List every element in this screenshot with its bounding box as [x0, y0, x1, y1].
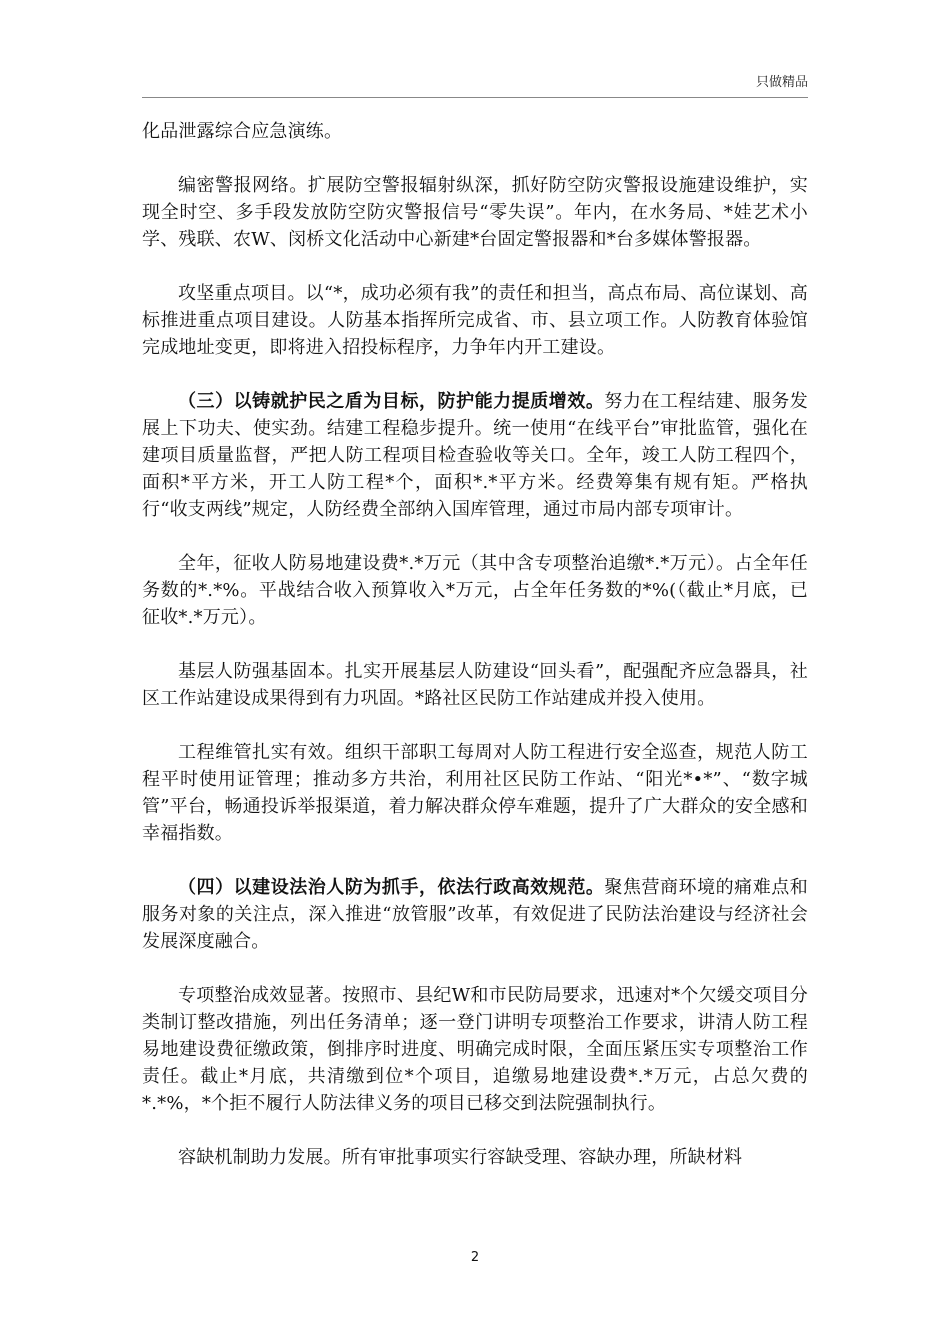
paragraph-text: 努力在工程结建、服务发展上下功夫、使实劲。结建工程稳步提升。统一使用“在线平台”审批监管，强化在建项目质量监督，严把人防工程项目检查验收等关口。全年，竣工人防工程四个，面积*平方米，开工人防工程*个，面积*.*平方米。经费筹集有规有矩。严格执行“收支两线”规定，人防经费全部纳入国库管理，通过市局内部专项审计。	[142, 391, 808, 520]
paragraph	[142, 172, 808, 253]
paragraph	[142, 118, 808, 145]
paragraph	[142, 658, 808, 712]
page-number: 2	[470, 1250, 480, 1265]
paragraph-text: 聚焦营商环境的痛难点和服务对象的关注点，深入推进“放管服”改革，有效促进了民防法治建设与经济社会发展深度融合。	[142, 877, 808, 952]
paragraph	[142, 550, 808, 631]
paragraph-text: 专项整治成效显著。按照市、县纪W和市民防局要求，迅速对*个欠缓交项目分类制订整改措施，列出任务清单；逐一登门讲明专项整治工作要求，讲清人防工程易地建设费征缴政策，倒排序时进度、明确完成时限，全面压紧压实专项整治工作责任。截止*月底，共清缴到位*个项目，追缴易地建设费*.*万元，占总欠费的*.*%，*个拒不履行人防法律义务的项目已移交到法院强制执行。	[142, 985, 808, 1114]
paragraph	[142, 982, 808, 1117]
paragraph	[142, 388, 808, 523]
header-rule	[142, 97, 808, 98]
paragraph	[142, 280, 808, 361]
section-heading: （四）以建设法治人防为抓手，依法行政高效规范。	[178, 877, 605, 898]
section-heading: （三）以铸就护民之盾为目标，防护能力提质增效。	[178, 391, 605, 412]
paragraph-text: 化品泄露综合应急演练。	[142, 121, 343, 142]
document-body	[142, 118, 808, 1171]
paragraph-text: 容缺机制助力发展。所有审批事项实行容缺受理、容缺办理，所缺材料	[178, 1147, 743, 1168]
paragraph-text: 全年，征收人防易地建设费*.*万元（其中含专项整治追缴*.*万元）。占全年任务数的*.*%。平战结合收入预算收入*万元，占全年任务数的*%(（截止*月底，已征收*.*万元）。	[142, 553, 808, 628]
paragraph-text: 编密警报网络。扩展防空警报辐射纵深，抓好防空防灾警报设施建设维护，实现全时空、多手段发放防空防灾警报信号“零失误”。年内，在水务局、*娃艺术小学、残联、农W、闵桥文化活动中心新建*台固定警报器和*台多媒体警报器。	[142, 175, 808, 250]
paragraph	[142, 874, 808, 955]
header-mark: 只做精品	[755, 75, 808, 90]
paragraph-text: 工程维管扎实有效。组织干部职工每周对人防工程进行安全巡查，规范人防工程平时使用证管理；推动多方共治，利用社区民防工作站、“阳光*•*”、“数字城管”平台，畅通投诉举报渠道，着力解决群众停车难题，提升了广大群众的安全感和幸福指数。	[142, 742, 808, 844]
paragraph-text: 攻坚重点项目。以“*，成功必须有我”的责任和担当，高点布局、高位谋划、高标推进重点项目建设。人防基本指挥所完成省、市、县立项工作。人防教育体验馆完成地址变更，即将进入招投标程序，力争年内开工建设。	[142, 283, 808, 358]
paragraph	[142, 1144, 808, 1171]
paragraph-text: 基层人防强基固本。扎实开展基层人防建设“回头看”，配强配齐应急器具，社区工作站建设成果得到有力巩固。*路社区民防工作站建成并投入使用。	[142, 661, 808, 709]
paragraph	[142, 739, 808, 847]
